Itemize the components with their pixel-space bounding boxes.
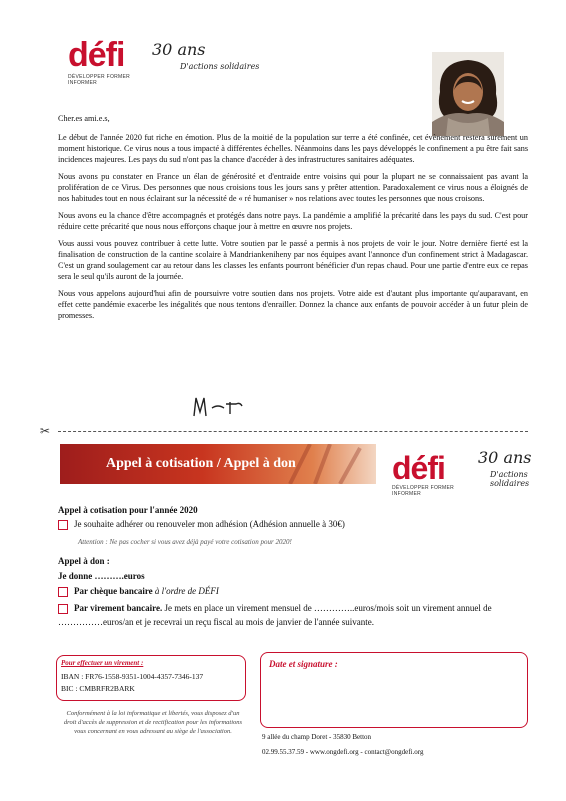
signature-title: Date et signature : <box>269 659 338 669</box>
cheque-row <box>58 586 219 597</box>
don-title: Appel à don : <box>58 556 110 566</box>
virement-label: Par virement bancaire. <box>74 603 163 613</box>
virement-text: Je mets en place un virement mensuel de …………..euros/mois soit un virement annuel de ……………euros/an et je recevrai un reçu fiscal au mois de janvier de l'année suivante. <box>58 603 492 627</box>
cut-line <box>58 431 528 432</box>
logo-tagline-secondary: DÉVELOPPER FORMER INFORMER <box>392 485 455 497</box>
handwritten-signature <box>190 394 260 425</box>
letter-paragraph-2: Nous avons pu constater en France un élan de générosité et d'entraide entre voisins qui pour la plupart ne se connaissaient pas avant la prolifération de ce Virus. Des personnes que nous croisions tous les jours sans y prêter attention. Paradoxalement ce virus nous a éloignés de nos habitudes tout en nous éclairant sur la nécessité de « ré humaniser » nos relations avec toutes les personnes que nous croisons. <box>58 172 528 203</box>
logo <box>68 38 148 86</box>
bank-title: Pour effectuer un virement : <box>61 659 144 667</box>
footer-address: 9 allée du champ Doret - 35830 Betton <box>262 733 372 741</box>
letter-body <box>58 113 528 327</box>
adhesion-label: Je souhaite adhérer ou renouveler mon adhésion (Adhésion annuelle à 30€) <box>74 519 345 529</box>
adhesion-row <box>58 519 345 530</box>
letter-paragraph-3: Nous avons eu la chance d'être accompagnés et protégés dans notre pays. La pandémie a amplifié la précarité dans les pays du sud. C'est pour réduire cette précarité que nous nous efforçons chaque jour à mettre en œuvre nos projets. <box>58 211 528 231</box>
donne-line: Je donne ……….euros <box>58 571 145 581</box>
bank-box <box>56 655 246 701</box>
anniversary-subtitle-secondary: D'actions solidaires <box>490 470 530 488</box>
footer-contact: 02.99.55.37.59 - www.ongdefi.org - contact@ongdefi.org <box>262 748 424 756</box>
logo-secondary <box>392 452 472 497</box>
banner <box>60 444 376 484</box>
logo-tagline: DÉVELOPPER FORMER INFORMER <box>68 74 131 86</box>
letter-paragraph-5: Nous vous appelons aujourd'hui afin de poursuivre votre soutien dans nos projets. Votre aide est d'autant plus importante qu'auparavant, en effet cette pandémie exacerbe les inégalités que nous tentons d'enrailler. Donnez la chance aux enfants de pouvoir accéder à un futur plein de promesses. <box>58 289 528 320</box>
virement-row <box>58 601 528 629</box>
cheque-checkbox[interactable] <box>58 587 68 597</box>
signature-box[interactable] <box>260 652 528 728</box>
anniversary-subtitle: D'actions solidaires <box>180 62 260 71</box>
anniversary-title-secondary: 30 ans <box>478 448 532 467</box>
bic: BIC : CMBRFR2BARK <box>61 684 135 693</box>
attention-note: Attention : Ne pas cocher si vous avez déjà payé votre cotisation pour 2020! <box>78 538 292 546</box>
logo-wordmark: défi <box>68 36 125 74</box>
adhesion-checkbox[interactable] <box>58 520 68 530</box>
letter-paragraph-4: Vous aussi vous pouvez contribuer à cette lutte. Votre soutien par le passé a permis à nos projets de voir le jour. Notre dernière fierté est la finalisation de construction de la cantine scolaire à Mandriankeniheny par nos équipes avant l'annonce d'un confinement strict à Madagascar. C'est un grand soulagement car au retour dans les classes les enfants pourront bénéficier d'un repas chaud. Pour une partie d'entre eux ce repas sera le seul qu'ils auront de la journée. <box>58 239 528 281</box>
cheque-order: à l'ordre de DÉFI <box>154 586 219 596</box>
legal-notice: Conformément à la loi informatique et libertés, vous disposez d'un droit d'accès de suppression et de rectification pour les informations vous concernant en vous adressant au siège de l'association. <box>63 710 243 735</box>
salutation: Cher.es ami.e.s, <box>58 114 110 123</box>
scissors-icon: ✂ <box>40 424 51 438</box>
cheque-label: Par chèque bancaire <box>74 586 155 596</box>
letter-paragraph-1: Le début de l'année 2020 fut riche en émotion. Plus de la moitié de la population sur terre a été confinée, cet évènement restera surement un moment historique. Ce virus nous a tous impacté à différentes échelles. Néanmoins dans les pays développés le confinement a pu être fait sans incidences majeures. Les pays du sud n'ont pas la chance d'accéder à des infrastructures sanitaires adéquates. <box>58 133 528 164</box>
anniversary-title: 30 ans <box>152 40 206 59</box>
cotisation-title: Appel à cotisation pour l'année 2020 <box>58 505 198 515</box>
logo-wordmark-secondary: défi <box>392 450 445 486</box>
banner-title: Appel à cotisation / Appel à don <box>106 456 296 471</box>
iban: IBAN : FR76-1558-9351-1004-4357-7346-137 <box>61 672 204 681</box>
virement-checkbox[interactable] <box>58 604 68 614</box>
